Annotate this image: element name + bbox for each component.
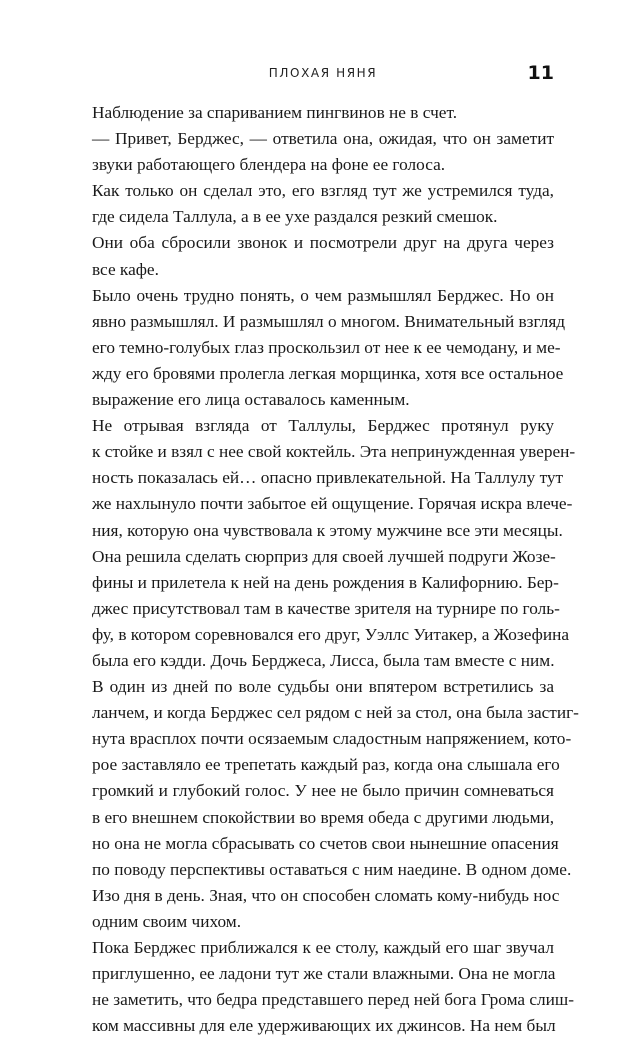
text-line: фины и прилетела к ней на день рождения в Калифорнию. Бер- (92, 572, 559, 592)
text-line: была его кэдди. Дочь Берджеса, Лисса, была там вместе с ним. (92, 650, 555, 670)
text-line: в его внешнем спокойствии во время обеда с другими людьми, (92, 807, 555, 827)
text-line: Как только он сделал это, его взгляд тут же устремился туда, (92, 181, 554, 201)
text-line: же нахлынуло почти забытое ей ощущение. Горячая искра влече- (92, 494, 573, 514)
text-line: нута врасплох почти осязаемым сладостным напряжением, кото- (92, 729, 572, 749)
text-line: не заметить, что бедра представшего перед ней бога Грома слиш- (92, 990, 574, 1010)
text-line: Изо дня в день. Зная, что он способен сломать кому-нибудь нос (92, 885, 560, 905)
text-line: ланчем, и когда Берджес сел рядом с ней за стол, она была застиг- (92, 703, 579, 723)
page-number: 11 (527, 62, 554, 84)
paragraph (92, 230, 554, 282)
text-line: Было очень трудно понять, о чем размышлял Берджес. Но он (92, 285, 554, 305)
text-line: ность показалась ей… опасно привлекательной. На Таллулу тут (92, 468, 564, 488)
text-line: к стойке и взял с нее свой коктейль. Эта непринужденная уверен- (92, 442, 576, 462)
text-line: Наблюдение за спариванием пингвинов не в счет. (92, 103, 458, 122)
text-line: по поводу перспективы оставаться с ним наедине. В одном доме. (92, 859, 572, 879)
text-line: одним своим чихом. (92, 911, 242, 931)
text-line: ния, которую она чувствовала к этому мужчине все эти месяцы. (92, 520, 563, 540)
text-line: выражение его лица оставалось каменным. (92, 390, 410, 410)
text-line: рое заставляло ее трепетать каждый раз, когда она слышала его (92, 755, 560, 775)
body-text (92, 100, 579, 1039)
text-line: приглушенно, ее ладони тут же стали влажными. Она не могла (92, 964, 556, 984)
text-line: Она решила сделать сюрприз для своей лучшей подруги Жозе- (92, 546, 556, 566)
text-line: ком массивны для еле удерживающих их джинсов. На нем был (92, 1016, 556, 1036)
text-line: но она не могла сбрасывать со счетов свои нынешние опасения (92, 833, 559, 853)
text-line: Пока Берджес приближался к ее столу, каждый его шаг звучал (92, 938, 554, 957)
text-line: Не отрывая взгляда от Таллулы, Берджес протянул руку (92, 416, 554, 436)
text-line: В один из дней по воле судьбы они впятером встретились за (92, 677, 554, 697)
paragraph (92, 178, 554, 230)
paragraph (92, 100, 554, 126)
paragraph (92, 283, 566, 413)
text-line: — Привет, Берджес, — ответила она, ожидая, что он заметит (92, 129, 554, 149)
text-line: где сидела Таллула, а в ее ухе раздался резкий смешок. (92, 207, 498, 227)
text-line: его темно-голубых глаз проскользил от нее к ее чемодану, и ме- (92, 337, 561, 357)
text-line: жду его бровями пролегла легкая морщинка, хотя все остальное (92, 363, 564, 383)
paragraph (92, 674, 579, 935)
paragraph (92, 413, 576, 674)
paragraph (92, 126, 554, 178)
text-line: фу, в котором соревновался его друг, Уэллс Уитакер, а Жозефина (92, 624, 570, 644)
paragraph (92, 935, 574, 1039)
page-header (92, 64, 554, 88)
text-line: все кафе. (92, 259, 159, 279)
running-title: ПЛОХАЯ НЯНЯ (268, 66, 378, 80)
text-line: Они оба сбросили звонок и посмотрели друг на друга через (92, 233, 554, 253)
text-line: явно размышлял. И размышлял о многом. Внимательный взгляд (92, 311, 566, 331)
text-line: громкий и глубокий голос. У нее не было причин сомневаться (92, 781, 554, 801)
text-line: джес присутствовал там в качестве зрителя на турнире по голь- (92, 598, 560, 618)
text-line: звуки работающего блендера на фоне ее голоса. (92, 155, 446, 175)
